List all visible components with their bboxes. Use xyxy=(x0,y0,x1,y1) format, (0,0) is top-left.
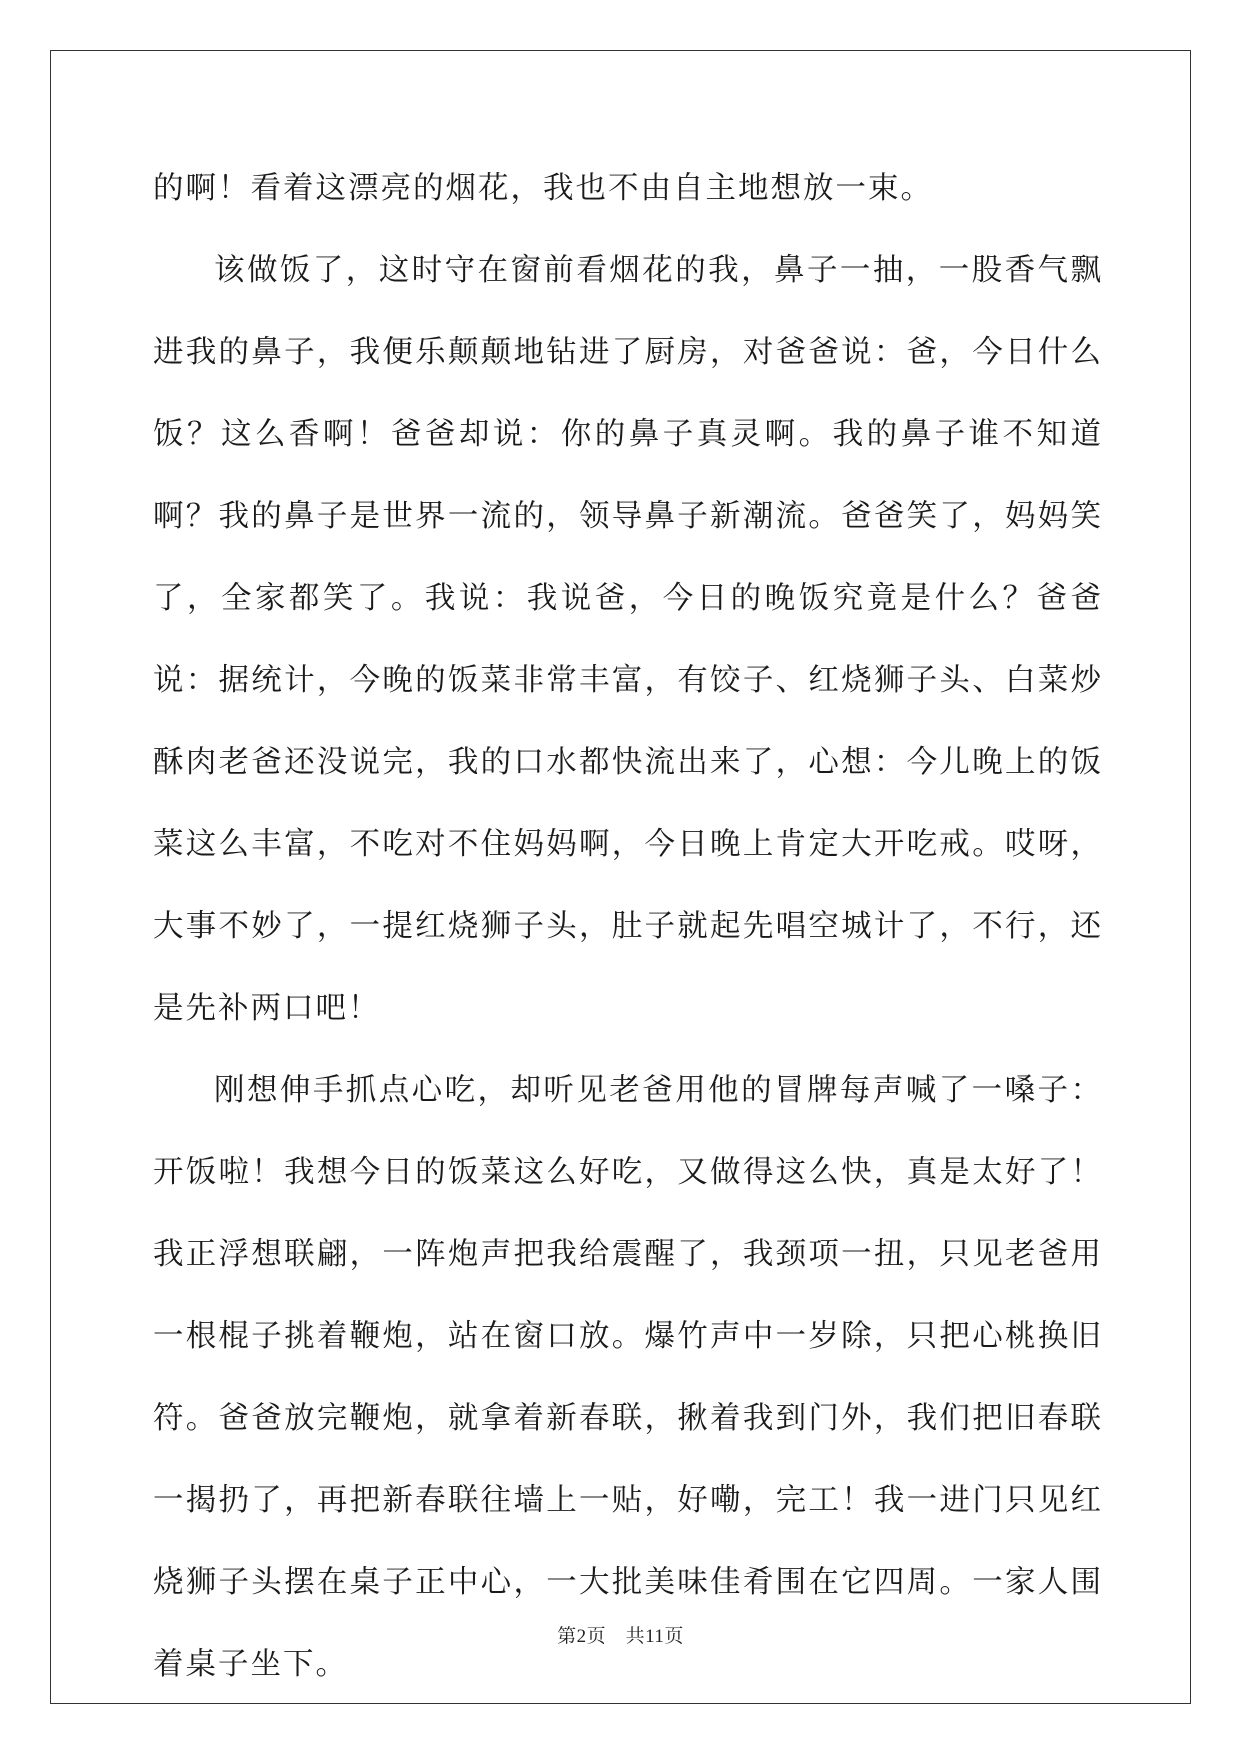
paragraph-2: 该做饭了，这时守在窗前看烟花的我，鼻子一抽，一股香气飘进我的鼻子，我便乐颠颠地钻进了厨房，对爸爸说：爸，今日什么饭？这么香啊！爸爸却说：你的鼻子真灵啊。我的鼻子谁不知道啊？我的鼻子是世界一流的，领导鼻子新潮流。爸爸笑了，妈妈笑了，全家都笑了。我说：我说爸，今日的晚饭究竟是什么？爸爸说：据统计，今晚的饭菜非常丰富，有饺子、红烧狮子头、白菜炒酥肉老爸还没说完，我的口水都快流出来了，心想：今儿晚上的饭菜这么丰富，不吃对不住妈妈啊，今日晚上肯定大开吃戒。哎呀，大事不妙了，一提红烧狮子头，肚子就起先唱空城计了，不行，还是先补两口吧！ xyxy=(153,253,1103,1026)
document-body xyxy=(153,148,1103,1706)
paragraph-1: 的啊！看着这漂亮的烟花，我也不由自主地想放一束。 xyxy=(153,171,933,206)
paragraph-3: 刚想伸手抓点心吃，却听见老爸用他的冒牌每声喊了一嗓子：开饭啦！我想今日的饭菜这么好吃，又做得这么快，真是太好了！我正浮想联翩，一阵炮声把我给震醒了，我颈项一扭，只见老爸用一根棍子挑着鞭炮，站在窗口放。爆竹声中一岁除，只把心桃换旧符。爸爸放完鞭炮，就拿着新春联，揪着我到门外，我们把旧春联一揭扔了，再把新春联往墙上一贴，好嘞，完工！我一进门只见红烧狮子头摆在桌子正中心，一大批美味佳肴围在它四周。一家人围着桌子坐下。 xyxy=(153,1073,1103,1682)
page-number-footer: 第2页 共11页 xyxy=(557,1626,684,1647)
